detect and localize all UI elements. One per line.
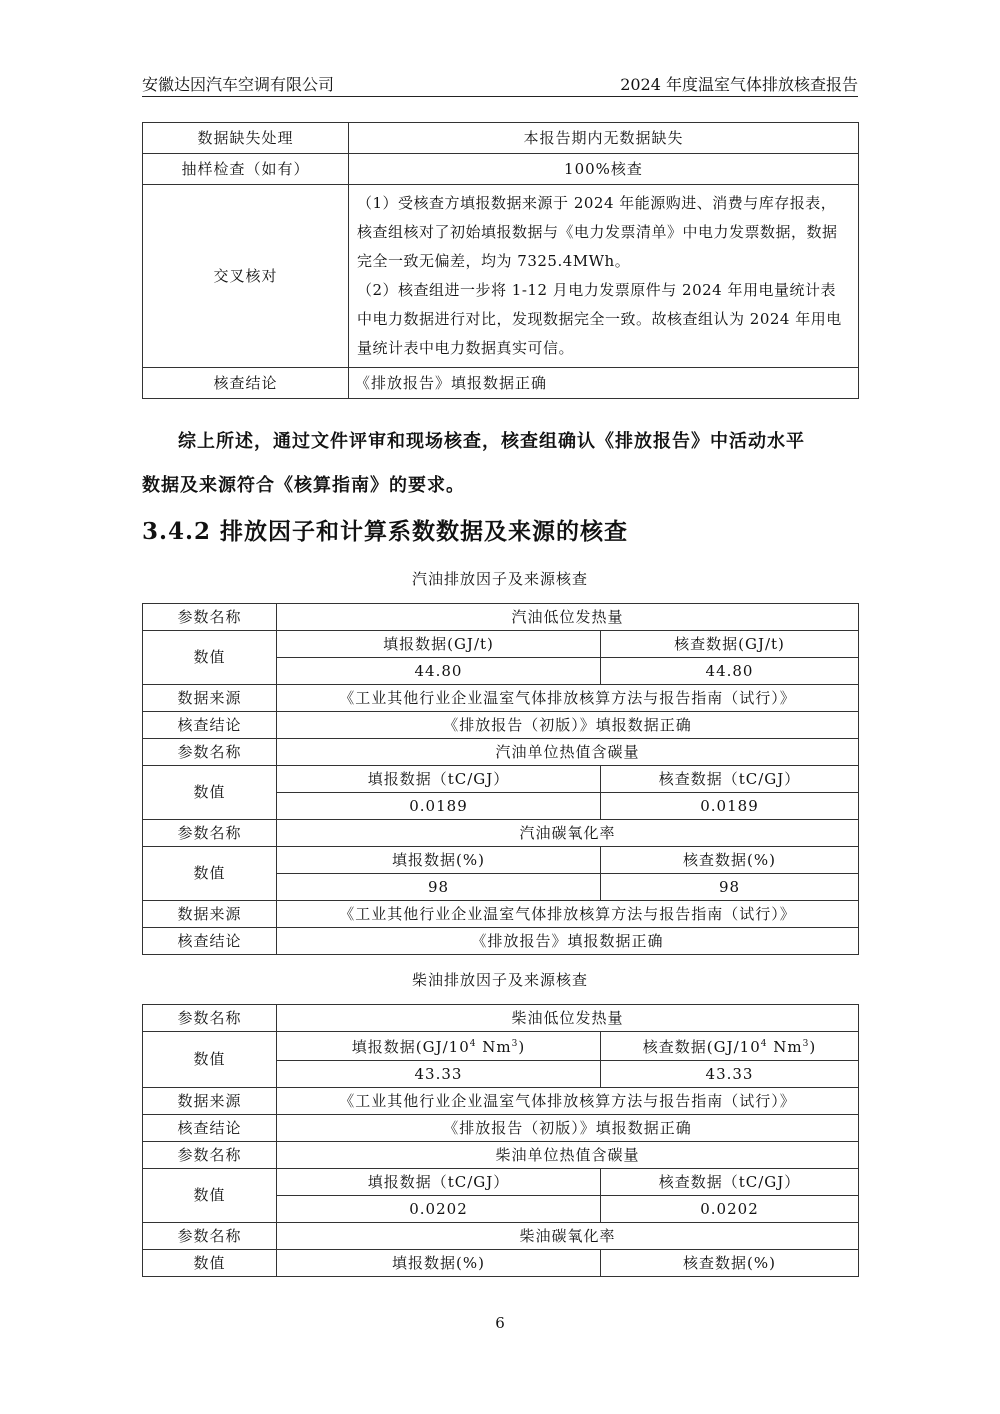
- header-report-title: 2024 年度温室气体排放核查报告: [620, 75, 858, 94]
- diesel-factor-table: [142, 1004, 859, 1277]
- verified-value: 0.0202: [601, 1196, 859, 1223]
- reported-header: 填报数据(GJ/t): [277, 631, 601, 658]
- table-row: [143, 368, 859, 399]
- verified-header: [601, 1032, 859, 1061]
- label-cell: 数值: [143, 847, 277, 901]
- label-cell: 数据来源: [143, 1088, 277, 1115]
- row-value: 本报告期内无数据缺失: [349, 123, 859, 154]
- table-row: [143, 685, 859, 712]
- summary-paragraph: [142, 420, 858, 508]
- table-row: [143, 739, 859, 766]
- label-cell: 数据来源: [143, 685, 277, 712]
- reported-value: 98: [277, 874, 601, 901]
- table-row: [143, 631, 859, 658]
- table-row: [143, 154, 859, 185]
- verification-table: [142, 122, 859, 399]
- label-cell: 参数名称: [143, 1223, 277, 1250]
- label-cell: 数值: [143, 766, 277, 820]
- table-row: [143, 185, 859, 368]
- unit-exponent: 4: [469, 1039, 477, 1049]
- unit-exponent: 4: [760, 1039, 768, 1049]
- table-row: [143, 712, 859, 739]
- unit-exponent: 3: [511, 1039, 519, 1049]
- table-row: [143, 766, 859, 793]
- unit-mid: Nm: [476, 1038, 512, 1056]
- table-caption: 柴油排放因子及来源核查: [411, 971, 588, 989]
- reported-header: 填报数据（tC/GJ）: [277, 1169, 601, 1196]
- source-value: 《工业其他行业企业温室气体排放核算方法与报告指南（试行）》: [277, 901, 859, 928]
- unit-mid: Nm: [767, 1038, 803, 1056]
- label-cell: 参数名称: [143, 1005, 277, 1032]
- table-row: [143, 1223, 859, 1250]
- unit-prefix: 核查数据(GJ/10: [642, 1038, 761, 1056]
- verified-header: 核查数据(%): [601, 847, 859, 874]
- param-name: 汽油碳氧化率: [277, 820, 859, 847]
- row-value: 100%核查: [349, 154, 859, 185]
- table-row: [143, 1005, 859, 1032]
- table-row: [143, 1142, 859, 1169]
- row-label: 抽样检查（如有）: [143, 154, 349, 185]
- row-label: 数据缺失处理: [143, 123, 349, 154]
- param-name: 汽油单位热值含碳量: [277, 739, 859, 766]
- table-row: [143, 1032, 859, 1061]
- param-name: 汽油低位发热量: [277, 604, 859, 631]
- param-name: 柴油碳氧化率: [277, 1223, 859, 1250]
- table-row: [143, 820, 859, 847]
- label-cell: 核查结论: [143, 928, 277, 955]
- label-cell: 参数名称: [143, 739, 277, 766]
- label-cell: 数据来源: [143, 901, 277, 928]
- label-cell: 数值: [143, 1169, 277, 1223]
- conclusion-value: 《排放报告（初版）》填报数据正确: [277, 712, 859, 739]
- summary-line: 数据及来源符合《核算指南》的要求。: [142, 475, 465, 496]
- table-caption: 汽油排放因子及来源核查: [411, 570, 588, 588]
- table-row: [143, 1115, 859, 1142]
- unit-exponent: 3: [802, 1039, 810, 1049]
- row-label: 交叉核对: [143, 185, 349, 368]
- unit-close: ): [809, 1038, 817, 1056]
- label-cell: 参数名称: [143, 604, 277, 631]
- table-row: [143, 901, 859, 928]
- table-row: [143, 1088, 859, 1115]
- page-number: 6: [495, 1314, 505, 1332]
- label-cell: 核查结论: [143, 712, 277, 739]
- row-value: 《排放报告》填报数据正确: [349, 368, 859, 399]
- verified-header: 核查数据（tC/GJ）: [601, 1169, 859, 1196]
- reported-header: [277, 1032, 601, 1061]
- table-row: [143, 928, 859, 955]
- reported-header: 填报数据(%): [277, 847, 601, 874]
- source-value: 《工业其他行业企业温室气体排放核算方法与报告指南（试行）》: [277, 1088, 859, 1115]
- conclusion-value: 《排放报告（初版）》填报数据正确: [277, 1115, 859, 1142]
- source-value: 《工业其他行业企业温室气体排放核算方法与报告指南（试行）》: [277, 685, 859, 712]
- reported-header: 填报数据（tC/GJ）: [277, 766, 601, 793]
- label-cell: 数值: [143, 1032, 277, 1088]
- page-header: [142, 72, 858, 97]
- param-name: 柴油单位热值含碳量: [277, 1142, 859, 1169]
- paragraph: （2）核查组进一步将 1-12 月电力发票原件与 2024 年用电量统计表中电力数据进行对比，发现数据完全一致。故核查组认为 2024 年用电量统计表中电力数据真实可信。: [357, 281, 842, 357]
- reported-header: 填报数据(%): [277, 1250, 601, 1277]
- cross-check-text: [349, 185, 859, 368]
- param-name: 柴油低位发热量: [277, 1005, 859, 1032]
- verified-header: 核查数据(%): [601, 1250, 859, 1277]
- verified-value: 98: [601, 874, 859, 901]
- section-heading: 3.4.2 排放因子和计算系数数据及来源的核查: [142, 518, 629, 545]
- header-company: 安徽达因汽车空调有限公司: [142, 75, 335, 94]
- verified-header: 核查数据（tC/GJ）: [601, 766, 859, 793]
- reported-value: 43.33: [277, 1061, 601, 1088]
- gasoline-factor-table: [142, 603, 859, 955]
- label-cell: 核查结论: [143, 1115, 277, 1142]
- table-row: [143, 1250, 859, 1277]
- label-cell: 参数名称: [143, 820, 277, 847]
- table-row: [143, 604, 859, 631]
- label-cell: 数值: [143, 631, 277, 685]
- verified-value: 44.80: [601, 658, 859, 685]
- paragraph: （1）受核查方填报数据来源于 2024 年能源购进、消费与库存报表，核查组核对了初始填报数据与《电力发票清单》中电力发票数据，数据完全一致无偏差，均为 7325.4MWh。: [357, 194, 838, 270]
- summary-line: 综上所述，通过文件评审和现场核查，核查组确认《排放报告》中活动水平: [178, 431, 805, 452]
- reported-value: 0.0189: [277, 793, 601, 820]
- reported-value: 44.80: [277, 658, 601, 685]
- table-row: [143, 123, 859, 154]
- row-label: 核查结论: [143, 368, 349, 399]
- reported-value: 0.0202: [277, 1196, 601, 1223]
- label-cell: 数值: [143, 1250, 277, 1277]
- unit-close: ): [518, 1038, 526, 1056]
- conclusion-value: 《排放报告》填报数据正确: [277, 928, 859, 955]
- label-cell: 参数名称: [143, 1142, 277, 1169]
- verified-value: 0.0189: [601, 793, 859, 820]
- verified-value: 43.33: [601, 1061, 859, 1088]
- verified-header: 核查数据(GJ/t): [601, 631, 859, 658]
- unit-prefix: 填报数据(GJ/10: [351, 1038, 470, 1056]
- table-row: [143, 847, 859, 874]
- table-row: [143, 1169, 859, 1196]
